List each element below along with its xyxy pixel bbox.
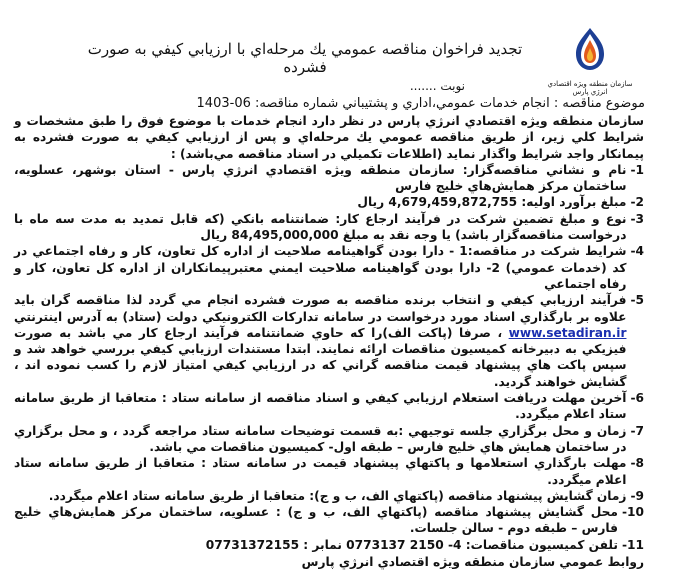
list-item (14, 162, 644, 195)
publication-round: نوبت ....... (409, 79, 465, 93)
item-number: 4- (630, 244, 644, 259)
list-item (14, 292, 644, 390)
item-number: 3- (630, 211, 644, 226)
list-item (14, 537, 644, 553)
item-number: 7- (630, 423, 644, 438)
notice-title: تجديد فراخوان مناقصه عمومي يك مرحله‌اي با ارزيابي كيفي به صورت فشرده (87, 40, 523, 76)
item-text: مبلغ برآورد اوليه: 4,679,459,872,755 ريال (357, 195, 627, 210)
item-number: 5- (630, 293, 644, 308)
list-item (14, 390, 644, 423)
item-number: 9- (630, 488, 644, 503)
list-item (14, 211, 644, 244)
item-number: 1- (630, 162, 644, 177)
notice-body (14, 113, 644, 570)
item-text: تلفن كميسيون مناقصات: 4- 2150 0773137 نمابر : 07731372155 (205, 537, 618, 552)
list-item (14, 423, 644, 456)
item-text: شرايط شركت در مناقصه:1 - دارا بودن گواهينامه صلاحيت از اداره كل تعاون، كار و رفاه اجتماعي در كد (خدمات عمومي) 2- دارا بودن گواهينامه صلاحيت ايمني معتبرپيمانكاران از اداره كل تعاون، كار و رفاه اجتماعي (14, 244, 627, 291)
list-item (14, 243, 644, 292)
item-text-before-link: فرآيند ارزيابي كيفي و انتخاب برنده مناقصه به صورت فشرده انجام مي گردد لذا مناقصه گران بايد علاوه بر بارگذاري اسناد مورد درخواست در سامانه تداركات الكترونيكي دولت (ستاد) به آدرس اينترنتي (14, 293, 627, 324)
item-text: زمان و محل برگزاري جلسه توجيهي :به قسمت توضيحات سامانه ستاد مراجعه گردد ، و محل برگزاري در ساختمان همايش هاي خليج فارس – طبقه اول- كميسيون مناقصات مي باشد. (14, 423, 627, 454)
item-text: محل گشايش پيشنهاد مناقصه (پاكتهاي الف، ب و ج) : عسلويه، ساختمان مركز همايش‌هاي خليج فارس – طبقه دوم - سالن جلسات. (14, 505, 618, 536)
item-number: 8- (630, 456, 644, 471)
list-item (14, 194, 644, 210)
item-text: نام و نشاني مناقصه‌گزار: سازمان منطقه ويژه اقتصادي انرژي پارس - استان بوشهر، عسلويه، ساختمان مركز همايش‌هاي خليج فارس (14, 162, 627, 194)
logo-caption: سازمان منطقه ويژه اقتصادي انرژي پارس (547, 80, 633, 96)
tender-subject: موضوع مناقصه : انجام خدمات عمومي،اداري و پشتيباني شماره مناقصه: 06-1403 (196, 96, 645, 111)
item-text: زمان گشايش پيشنهاد مناقصه (پاكتهاي الف، ب و ج): متعاقبا از طريق سامانه ستاد اعلام ميگردد. (48, 488, 627, 503)
item-number: 6- (630, 391, 644, 406)
item-text: مهلت بارگذاري استعلامها و پاكتهاي پيشنهاد قيمت در سامانه ستاد : متعاقبا از طريق سامانه ستاد اعلام ميگردد. (14, 456, 627, 487)
item-number: 11- (621, 537, 644, 552)
list-item (14, 488, 644, 504)
list-item (14, 504, 644, 537)
setadiran-link[interactable]: www.setadiran.ir (508, 325, 627, 340)
item-number: 10- (621, 505, 644, 520)
organization-logo (540, 26, 640, 96)
public-relations-signature: روابط عمومي سازمان منطقه ويژه اقتصادي انرژي پارس (301, 555, 644, 570)
list-item (14, 455, 644, 488)
flame-drop-icon (572, 26, 608, 72)
item-text: آخرين مهلت دريافت استعلام ارزيابي كيفي و اسناد مناقصه از سامانه ستاد : متعاقبا از طريق سامانه ستاد اعلام ميگردد. (14, 391, 627, 422)
item-text (14, 292, 626, 390)
item-number: 2- (630, 195, 644, 210)
item-text: نوع و مبلغ تضمين شركت در فرآيند ارجاع كار: ضمانتنامه بانكي (كه قابل تمديد به مدت سه ماه با درخواست مناقصه‌گزار باشد) يا وجه نقد به مبلغ 84,495,000,000 ريال (14, 211, 627, 243)
intro-paragraph: سازمان منطقه ويژه اقتصادي انرژي پارس در نظر دارد انجام خدمات با موضوع فوق را طبق مشخصات و شرايط كلي زير، از طريق مناقصه عمومي يك مرحله‌اي و پس از ارزيابي كيفي به صورت فشرده به پيمانكار واجد شرايط واگذار نمايد (اطلاعات تكميلي در اسناد مناقصه مي‌باشد) : (14, 114, 644, 161)
item-text-after-link: ، صرفا (پاكت الف)را كه حاوي ضمانتنامه فرآيند ارجاع كار مي باشد به صورت فيزيكي به دبيرخانه كميسيون مناقصات ارائه نمايند. ابتدا مستندات ارزيابي كيفي بررسي خواهد شد و سپس پاكت هاي پيشنهاد قيمت مناقصه گراني كه در ارزيابي كيفي امتياز لازم را كسب نموده اند ، گشايش خواهند گرديد. (14, 325, 627, 389)
